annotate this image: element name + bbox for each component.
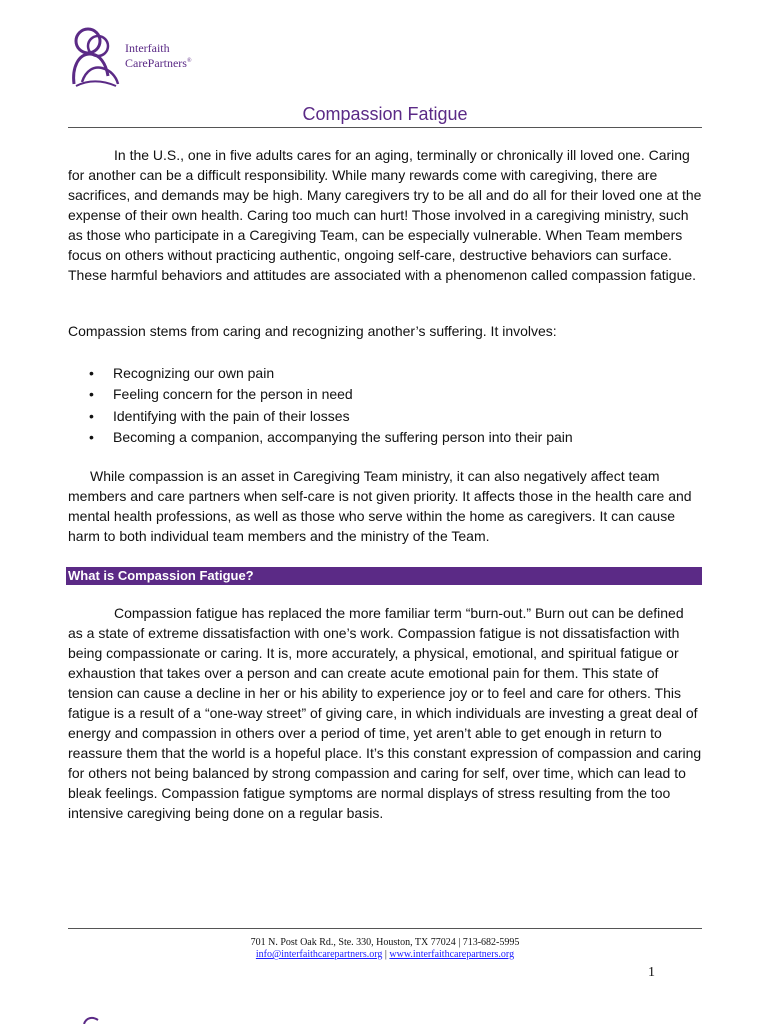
- list-item-text: Becoming a companion, accompanying the suffering person into their pain: [113, 428, 573, 445]
- logo-wordmark: [125, 42, 192, 70]
- list-item: [68, 363, 702, 384]
- logo-line-2: CarePartners: [125, 56, 187, 70]
- footer-divider: [68, 928, 702, 929]
- list-item: [68, 384, 702, 405]
- intro-paragraph: In the U.S., one in five adults cares for an aging, terminally or chronically ill loved one. Caring for another can be a difficult responsibility. While many rewards come with caregiving, there are sacrifices, and demands may be high. Many caregivers try to be all and do all for their loved one at the expense of their own health. Caring too much can hurt! Those involved in a caregiving ministry, such as those who participate in a Caregiving Team, can be especially vulnerable. When Team members focus on others without practicing authentic, ongoing self-care, destructive behaviors can surface. These harmful behaviors and attitudes are associated with a phenomenon called compassion fatigue.: [68, 147, 702, 283]
- list-item: [68, 406, 702, 427]
- compassion-bullet-list: [68, 363, 702, 448]
- caregivers-logo-icon: [68, 24, 128, 88]
- bullet-icon: •: [89, 428, 94, 445]
- logo-line-1: Interfaith: [125, 41, 170, 55]
- list-item-text: Recognizing our own pain: [113, 365, 275, 381]
- website-link[interactable]: www.interfaithcarepartners.org: [389, 949, 515, 960]
- footer-address: 701 N. Post Oak Rd., Ste. 330, Houston, TX 77024 | 713-682-5995: [250, 937, 520, 948]
- definition-paragraph: Compassion fatigue has replaced the more familiar term “burn-out.” Burn out can be defined as a state of extreme dissatisfaction with one’s work. Compassion fatigue is not dissatisfaction with being compassionate or caring. It is, more accurately, a physical, emotional, and spiritual fatigue or exhaustion that takes over a person and can create acute emotional pain for them. This state of tension can cause a decline in her or his ability to experience joy or to feel and care for others. This fatigue is a result of a “one-way street” of giving care, in which individuals are investing a great deal of energy and compassion in others over a period of time, yet aren’t able to get enough in return to reassure them that the world is a hopeful place. It’s this constant expression of compassion and caring for others not being balanced by strong compassion and caring for self, over time, which can lead to bleak feelings. Compassion fatigue symptoms are normal displays of stress resulting from the too intensive caregiving being done on a regular basis.: [68, 605, 702, 821]
- section-heading-bar: [66, 567, 702, 585]
- asset-paragraph: While compassion is an asset in Caregiving Team ministry, it can also negatively affect team members and care partners when self-care is not given priority. It affects those in the health care and mental health professions, as well as those who serve within the home as caregivers. It can cause harm to both individual team members and the ministry of the Team.: [68, 468, 692, 544]
- section-heading: What is Compassion Fatigue?: [68, 568, 254, 583]
- page-number: 1: [648, 965, 655, 980]
- title-divider: [68, 127, 702, 128]
- footer-separator: |: [384, 949, 387, 960]
- bullet-icon: •: [89, 386, 94, 403]
- page-title: Compassion Fatigue: [302, 104, 468, 124]
- compassion-paragraph: Compassion stems from caring and recognizing another’s suffering. It involves:: [68, 323, 557, 339]
- bullet-icon: •: [89, 365, 94, 381]
- list-item-text: Feeling concern for the person in need: [113, 386, 353, 403]
- list-item: [68, 427, 702, 448]
- email-link[interactable]: info@interfaithcarepartners.org: [255, 949, 383, 960]
- list-item-text: Identifying with the pain of their losses: [113, 407, 350, 424]
- registered-mark: ®: [186, 58, 192, 64]
- footer: [68, 937, 702, 961]
- bullet-icon: •: [89, 407, 94, 424]
- next-page-logo-icon: [80, 1014, 104, 1024]
- organization-logo: [68, 24, 208, 88]
